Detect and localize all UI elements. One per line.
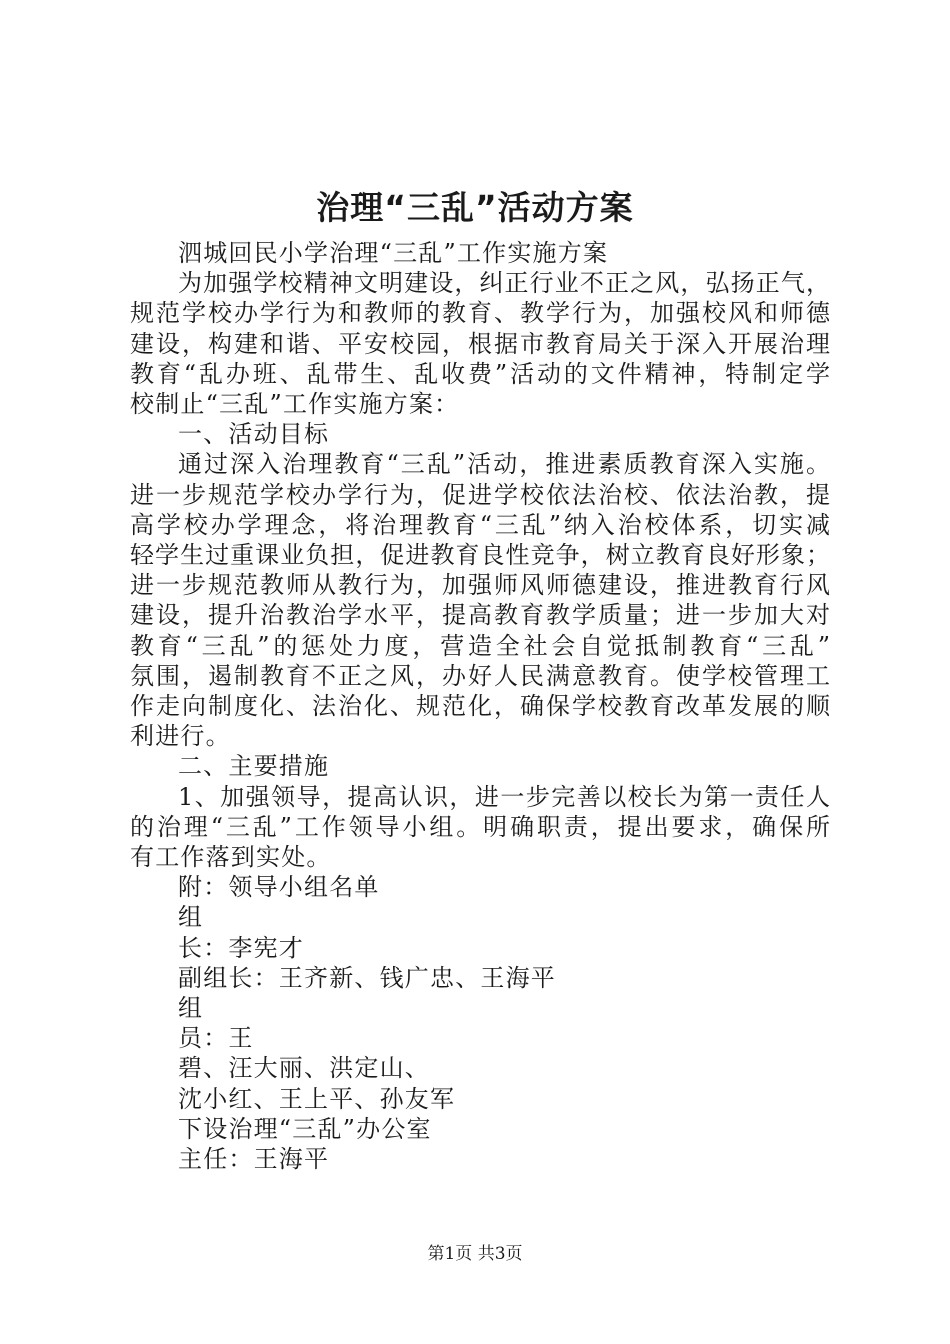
text-line: 校制止“三乱”工作实施方案： [130,390,460,419]
text-line: 轻学生过重课业负担，促进教育良性竞争，树立教育良好形象； [130,541,830,570]
text-line: 员：王 [178,1024,254,1053]
text-line: 长：李宪才 [178,933,304,962]
text-line: 高学校办学理念，将治理教育“三乱”纳入治校体系，切实减 [130,510,830,539]
text-line: 进一步规范教师从教行为，加强师风师德建设，推进教育行风 [130,571,830,600]
text-line: 有工作落到实处。 [130,843,332,872]
document-body [130,238,830,1174]
text-line: 附：领导小组名单 [178,873,380,902]
text-line: 沈小红、王上平、孙友军 [178,1084,456,1113]
text-line: 下设治理“三乱”办公室 [178,1114,432,1143]
text-line: 教育“乱办班、乱带生、乱收费”活动的文件精神，特制定学 [130,359,830,388]
text-line: 通过深入治理教育“三乱”活动，推进素质教育深入实施。 [178,450,830,479]
text-line: 建设，构建和谐、平安校园，根据市教育局关于深入开展治理 [130,329,830,358]
text-line: 作走向制度化、法治化、规范化，确保学校教育改革发展的顺 [130,692,830,721]
text-line: 泗城回民小学治理“三乱”工作实施方案 [178,239,609,267]
page-footer: 第1页 共3页 [427,1244,523,1264]
text-line: 主任：王海平 [178,1145,330,1174]
text-line: 教育“三乱”的惩处力度，营造全社会自觉抵制教育“三乱” [130,631,830,660]
text-line: 的治理“三乱”工作领导小组。明确职责，提出要求，确保所 [130,812,830,841]
text-line: 碧、汪大丽、洪定山、 [178,1054,430,1083]
text-line: 组 [178,994,204,1023]
text-line: 为加强学校精神文明建设，纠正行业不正之风，弘扬正气， [178,269,830,298]
text-line: 利进行。 [130,722,231,751]
text-line: 副组长：王齐新、钱广忠、王海平 [178,963,556,992]
text-line: 一、活动目标 [178,420,330,449]
text-line: 组 [178,903,204,932]
text-line: 建设，提升治教治学水平，提高教育教学质量；进一步加大对 [130,601,830,630]
text-line: 氛围，遏制教育不正之风，办好人民满意教育。使学校管理工 [130,661,830,690]
text-line: 规范学校办学行为和教师的教育、教学行为，加强校风和师德 [130,299,830,328]
text-line: 二、主要措施 [178,752,330,781]
text-line: 1、加强领导，提高认识，进一步完善以校长为第一责任人 [178,782,830,811]
document-title: 治理“三乱”活动方案 [316,188,634,227]
text-line: 进一步规范学校办学行为，促进学校依法治校、依法治教，提 [130,480,830,509]
